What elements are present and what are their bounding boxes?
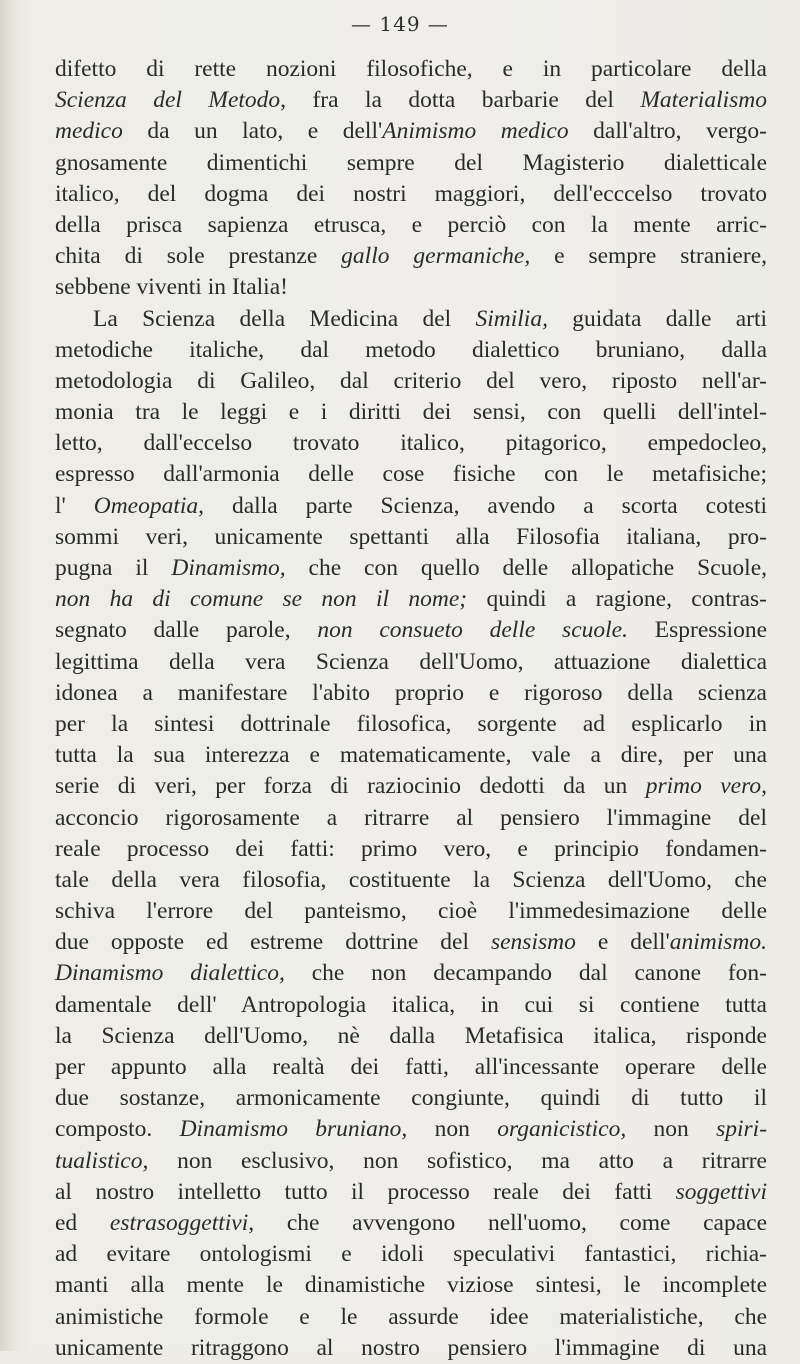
italic-segment: Scienza del Metodo, bbox=[55, 87, 287, 114]
italic-segment: tualistico, bbox=[55, 1147, 149, 1174]
text-segment: difetto di rette nozioni filosofiche, e in particolare della bbox=[55, 56, 767, 82]
text-segment: schiva l'errore del panteismo, cioè l'immedesimazione delle bbox=[55, 898, 767, 925]
text-segment: ed bbox=[55, 1209, 110, 1236]
text-line bbox=[55, 1021, 767, 1052]
text-segment: per la sintesi dottrinale filosofica, sorgente ad esplicarlo in bbox=[55, 710, 767, 737]
text-line bbox=[55, 803, 767, 834]
italic-segment: Dinamismo dialettico, bbox=[55, 960, 285, 987]
page-number: — 149 — bbox=[351, 12, 449, 36]
text-line bbox=[55, 522, 767, 553]
text-line bbox=[55, 1083, 767, 1114]
text-line bbox=[55, 709, 767, 740]
italic-segment: non ha di comune se non il nome; bbox=[55, 586, 468, 613]
text-line bbox=[55, 304, 767, 335]
italic-segment: animismo. bbox=[669, 929, 768, 956]
text-segment: che non decampando dal canone fon- bbox=[284, 960, 768, 987]
text-segment: acconcio rigorosamente a ritrarre al pensiero l'immagine del bbox=[55, 804, 767, 831]
italic-segment: medico bbox=[55, 118, 123, 145]
text-line bbox=[55, 865, 767, 896]
text-segment: ad evitare ontologismi e idoli speculativi fantastici, richia- bbox=[55, 1241, 767, 1268]
text-segment: damentale dell' Antropologia italica, in cui si contiene tutta bbox=[55, 991, 767, 1018]
text-line bbox=[55, 1333, 767, 1364]
text-segment: l' bbox=[55, 492, 94, 519]
text-line bbox=[55, 678, 767, 709]
text-segment: pugna il bbox=[55, 555, 172, 581]
text-segment: quindi a ragione, contras- bbox=[467, 586, 767, 613]
italic-segment: Similia, bbox=[475, 305, 548, 332]
text-segment: composto. bbox=[55, 1116, 180, 1143]
text-line bbox=[55, 366, 767, 397]
text-line bbox=[55, 459, 767, 490]
text-segment: dalla parte Scienza, avendo a scorta cotesti bbox=[204, 492, 768, 519]
text-line bbox=[55, 1114, 767, 1145]
italic-segment: soggettivi bbox=[675, 1178, 767, 1205]
text-segment: La Scienza della Medicina del bbox=[93, 305, 476, 332]
text-line bbox=[55, 896, 767, 927]
text-segment: animistiche formole e le assurde idee materialistiche, che bbox=[55, 1303, 767, 1330]
text-segment: metodologia di Galileo, dal criterio del vero, riposto nell'ar- bbox=[55, 367, 767, 394]
text-segment: chita di sole prestanze bbox=[55, 243, 342, 270]
text-line bbox=[55, 491, 767, 522]
text-segment: idonea a manifestare l'abito proprio e rigoroso della scienza bbox=[55, 679, 767, 706]
text-line bbox=[55, 553, 767, 584]
italic-segment: Omeopatia, bbox=[93, 492, 205, 519]
text-segment: italico, del dogma dei nostri maggiori, dell'ecccelso trovato bbox=[55, 180, 767, 207]
text-segment: Espressione bbox=[627, 617, 767, 644]
text-line bbox=[55, 272, 767, 303]
text-segment: reale processo dei fatti: primo vero, e principio fondamen- bbox=[55, 835, 767, 862]
text-line bbox=[55, 647, 767, 678]
text-segment: unicamente ritraggono al nostro pensiero l'immagine di una bbox=[55, 1334, 767, 1361]
text-line bbox=[55, 1208, 767, 1239]
text-line bbox=[55, 335, 767, 366]
italic-segment: Dinamismo, bbox=[171, 555, 286, 581]
italic-segment: spiri- bbox=[716, 1116, 768, 1143]
text-segment: legittima della vera Scienza dell'Uomo, attuazione dialettica bbox=[55, 648, 767, 675]
text-segment: della prisca sapienza etrusca, e perciò con la mente arric- bbox=[55, 211, 767, 238]
text-line bbox=[55, 771, 767, 802]
italic-segment: gallo germaniche, bbox=[341, 243, 531, 270]
text-line bbox=[55, 1302, 767, 1333]
text-segment: monia tra le leggi e i diritti dei sensi, con quelli dell'intel- bbox=[55, 399, 767, 426]
text-segment: tutta la sua interezza e matematicamente, vale a dire, per una bbox=[55, 742, 767, 769]
text-segment: e sempre straniere, bbox=[530, 243, 767, 270]
text-line bbox=[55, 116, 767, 147]
text-line bbox=[55, 54, 767, 85]
text-line bbox=[55, 615, 767, 646]
text-line bbox=[55, 927, 767, 958]
text-line bbox=[55, 740, 767, 771]
body-text bbox=[55, 54, 767, 1364]
text-segment: non bbox=[626, 1116, 717, 1143]
text-line bbox=[55, 1177, 767, 1208]
text-segment: sommi veri, unicamente spettanti alla Filosofia italiana, pro- bbox=[55, 523, 767, 550]
text-segment: non bbox=[407, 1116, 498, 1143]
italic-segment: estrasoggettivi, bbox=[109, 1209, 255, 1236]
text-segment: da un lato, e dell' bbox=[122, 118, 383, 145]
text-segment: e dell' bbox=[575, 929, 670, 956]
text-segment: manti alla mente le dinamistiche viziose sintesi, le incomplete bbox=[55, 1272, 767, 1299]
italic-segment: organicistico, bbox=[497, 1116, 627, 1143]
text-line bbox=[55, 990, 767, 1021]
text-line bbox=[55, 1146, 767, 1177]
text-line bbox=[55, 428, 767, 459]
text-line bbox=[55, 179, 767, 210]
text-segment: che con quello delle allopatiche Scuole, bbox=[285, 555, 767, 581]
text-segment: letto, dall'eccelso trovato italico, pitagorico, empedocleo, bbox=[55, 430, 767, 457]
text-segment: al nostro intelletto tutto il processo reale dei fatti bbox=[55, 1178, 676, 1205]
italic-segment: sensismo bbox=[490, 929, 576, 956]
text-line bbox=[55, 148, 767, 179]
text-segment: due opposte ed estreme dottrine del bbox=[55, 929, 491, 956]
italic-segment: Dinamismo bruniano, bbox=[179, 1116, 408, 1143]
text-segment: che avvengono nell'uomo, come capace bbox=[254, 1209, 768, 1236]
text-segment: due sostanze, armonicamente congiunte, quindi di tutto il bbox=[55, 1085, 767, 1112]
text-segment: per appunto alla realtà dei fatti, all'incessante operare delle bbox=[55, 1054, 767, 1080]
text-segment: sebbene viventi in Italia! bbox=[55, 274, 288, 301]
text-segment: segnato dalle parole, bbox=[55, 617, 318, 644]
text-segment: metodiche italiche, dal metodo dialettico bruniano, dalla bbox=[55, 336, 767, 363]
italic-segment: Animismo medico bbox=[382, 118, 569, 145]
text-segment: espresso dall'armonia delle cose fisiche con le metafisiche; bbox=[55, 461, 767, 488]
text-segment: non esclusivo, non sofistico, ma atto a ritrarre bbox=[148, 1147, 767, 1174]
text-segment: guidata dalle arti bbox=[547, 305, 768, 332]
text-segment: tale della vera filosofia, costituente la Scienza dell'Uomo, che bbox=[55, 866, 767, 893]
italic-segment: non consueto delle scuole. bbox=[317, 617, 628, 644]
text-line bbox=[55, 584, 767, 615]
text-line bbox=[55, 241, 767, 272]
italic-segment: Materialismo bbox=[640, 87, 767, 114]
text-segment: gnosamente dimentichi sempre del Magisterio dialetticale bbox=[55, 149, 767, 176]
text-line bbox=[55, 834, 767, 865]
text-line bbox=[55, 1239, 767, 1270]
text-line bbox=[55, 397, 767, 428]
text-line bbox=[55, 1270, 767, 1301]
text-segment: serie di veri, per forza di raziocinio dedotti da un bbox=[55, 773, 646, 800]
text-line bbox=[55, 85, 767, 116]
text-segment: dall'altro, vergo- bbox=[568, 118, 767, 145]
text-segment: fra la dotta barbarie del bbox=[286, 87, 641, 114]
italic-segment: primo vero, bbox=[645, 773, 768, 800]
text-line bbox=[55, 1052, 767, 1083]
text-line bbox=[55, 210, 767, 241]
text-line bbox=[55, 958, 767, 989]
text-segment: la Scienza dell'Uomo, nè dalla Metafisica italica, risponde bbox=[55, 1022, 767, 1049]
